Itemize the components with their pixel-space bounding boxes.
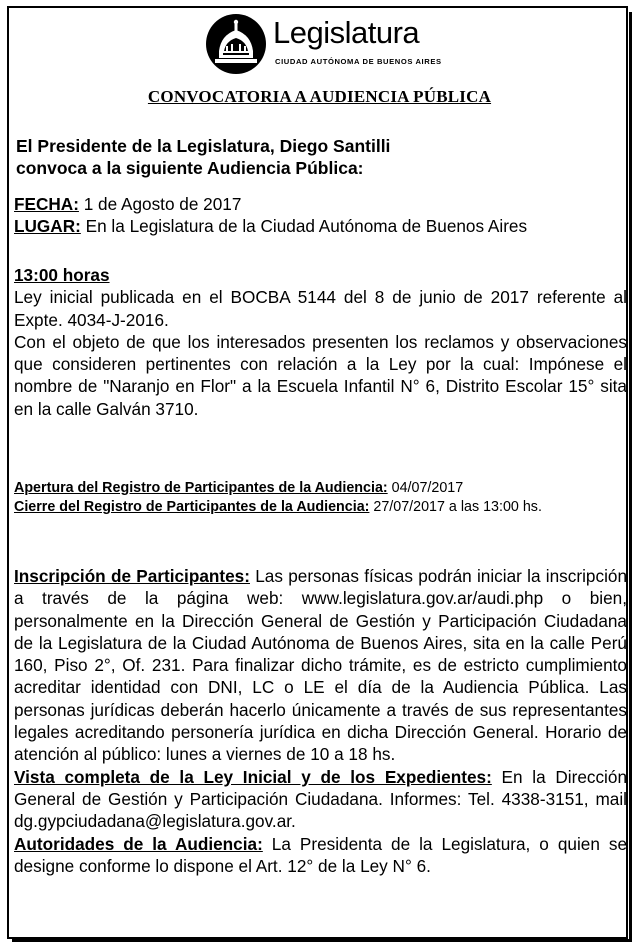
objeto-text: Con el objeto de que los interesados presenten los reclamos y observaciones que consideren pertinentes con relación a la Ley por la cual: Impónese el nombre de "Naranjo en Flor" a la Escuela Infantil N° 6, Distrito Escolar 15° sita en la calle Galván 3710. — [14, 331, 627, 419]
hora-block — [14, 264, 627, 420]
legislature-dome-icon — [205, 13, 267, 75]
vista-text: En la Dirección General de Gestión y Participación Ciudadana. Informes: Tel. 4338-3151, mail dg.gypciudadana@legislatura.gov.ar. — [14, 766, 627, 832]
apertura-label: Apertura del Registro de Participantes de la Audiencia: — [14, 480, 388, 496]
cierre-value: 27/07/2017 a las 13:00 hs. — [373, 499, 542, 515]
autoridades-paragraph — [14, 833, 627, 878]
inscripcion-text: Las personas físicas podrán iniciar la inscripción a través de la página web: www.legislatura.gov.ar/audi.php o bien, personalmente en la Dirección General de Gestión y Participación Ciudadana de la Legislatura de la Ciudad Autónoma de Buenos Aires, sita en la calle Perú 160, Piso 2°, Of. 231. Para finalizar dicho trámite, es de estricto cumplimiento acreditar identidad con DNI, LC o LE el día de la Audiencia Pública. Las personas jurídicas deberán hacerlo únicamente a través de sus representantes legales acreditando personería jurídica en dicha Dirección General. Horario de atención al público: lunes a viernes de 10 a 18 hs. — [14, 566, 627, 765]
lugar-value: En la Legislatura de la Ciudad Autónoma de Buenos Aires — [85, 216, 528, 237]
document-title: CONVOCATORIA A AUDIENCIA PÚBLICA — [147, 87, 492, 106]
hora-label: 13:00 horas — [14, 265, 110, 285]
details-block — [14, 565, 627, 877]
vista-label: Vista completa de la Ley Inicial y de los Expedientes: — [14, 766, 492, 787]
registro-block — [14, 479, 628, 517]
intro-block — [16, 135, 616, 179]
apertura-row — [14, 479, 628, 498]
lugar-row — [14, 215, 627, 237]
header-logo-block — [205, 13, 445, 75]
cierre-row — [14, 498, 628, 517]
frame-shadow-right — [629, 12, 632, 942]
intro-line-2: convoca a la siguiente Audiencia Pública: — [16, 158, 364, 178]
vista-paragraph — [14, 766, 627, 833]
fecha-lugar-block — [14, 193, 627, 238]
inscripcion-label: Inscripción de Participantes: — [14, 566, 250, 586]
fecha-value: 1 de Agosto de 2017 — [83, 194, 242, 214]
inscripcion-paragraph — [14, 565, 627, 766]
ley-text: Ley inicial publicada en el BOCBA 5144 del 8 de junio de 2017 referente al Expte. 4034-J-2016. — [14, 287, 627, 330]
lugar-label: LUGAR: — [14, 216, 81, 237]
autoridades-label: Autoridades de la Audiencia: — [14, 833, 263, 854]
brand-subtitle: CIUDAD AUTÓNOMA DE BUENOS AIRES — [275, 57, 442, 66]
fecha-label: FECHA: — [14, 194, 79, 214]
brand-name: Legislatura — [273, 15, 420, 50]
fecha-row — [14, 193, 627, 215]
intro-line-1: El Presidente de la Legislatura, Diego Santilli — [16, 136, 391, 156]
frame-shadow-bottom — [12, 939, 632, 942]
autoridades-text: La Presidenta de la Legislatura, o quien se designe conforme lo dispone el Art. 12° de la Ley N° 6. — [14, 833, 628, 876]
apertura-value: 04/07/2017 — [391, 480, 464, 496]
cierre-label: Cierre del Registro de Participantes de la Audiencia: — [14, 499, 370, 515]
